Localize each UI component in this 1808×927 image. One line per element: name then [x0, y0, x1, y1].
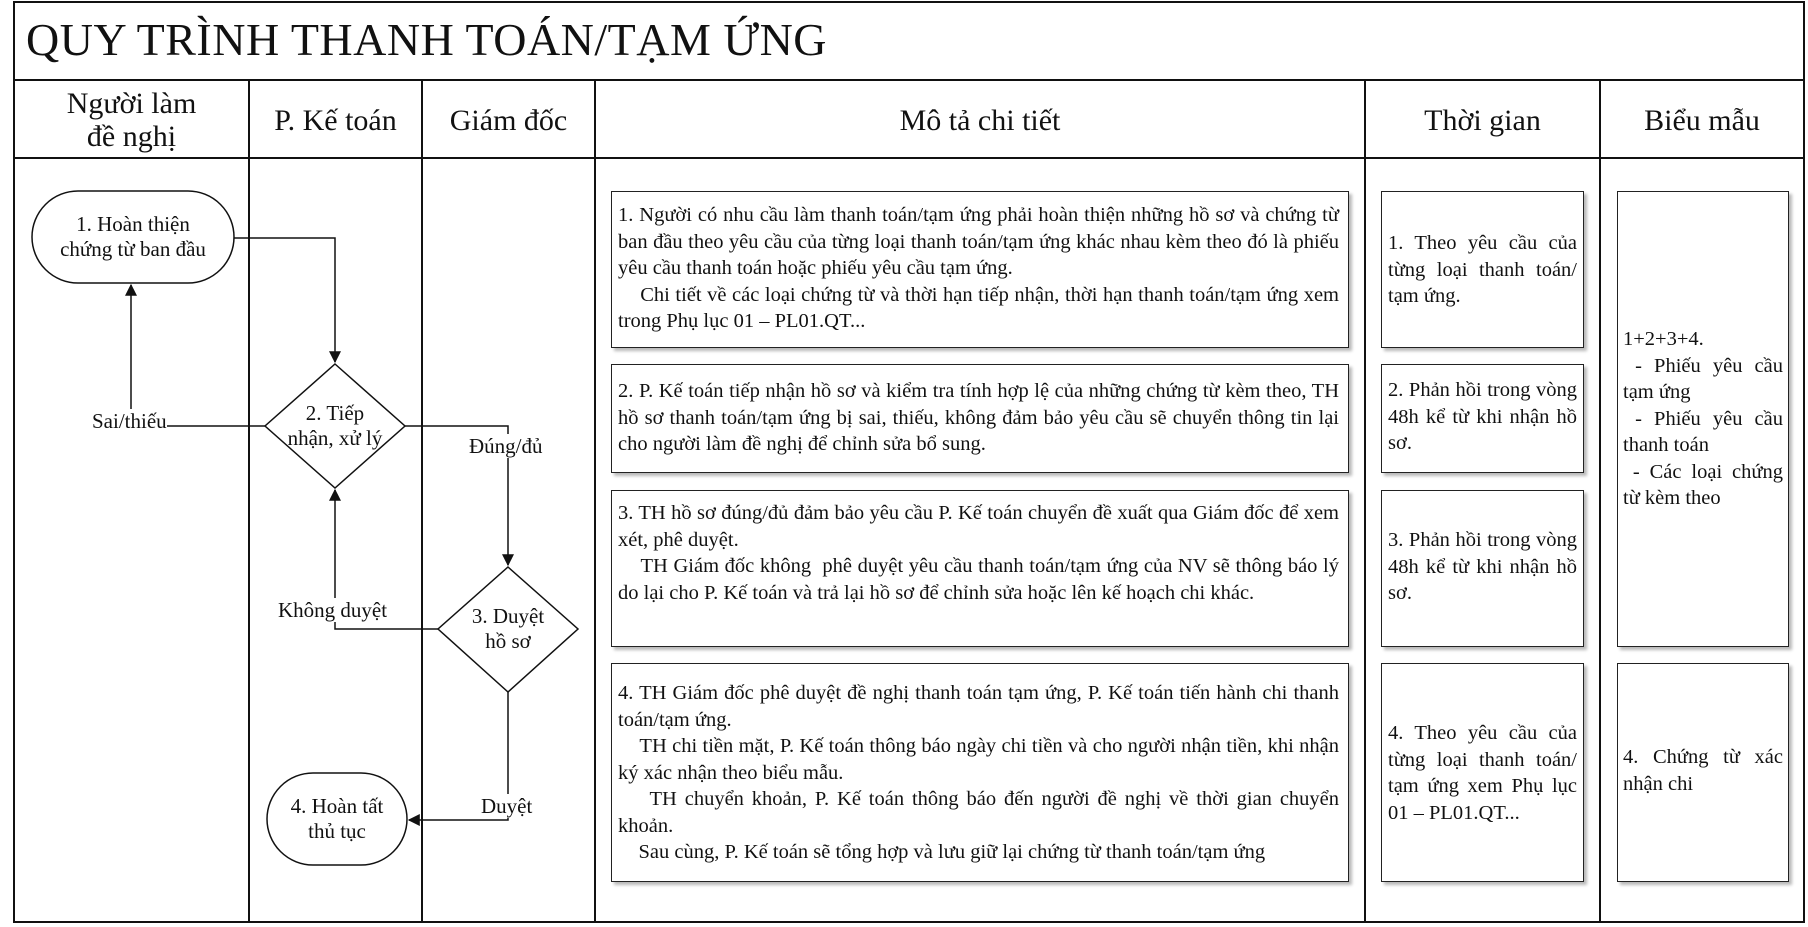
- time-2-text: 2. Phản hồi trong vòng 48h kể từ khi nhận hồ sơ.: [1388, 379, 1577, 454]
- description-4-para-1: 4. TH Giám đốc phê duyệt đề nghị thanh toán tạm ứng, P. Kế toán tiến hành chi thanh toán/tạm ứng.: [618, 682, 1339, 731]
- header-forms: Biểu mẫu: [1644, 103, 1760, 137]
- label-wrong: Sai/thiếu: [92, 409, 167, 433]
- description-4-para-2: TH chi tiền mặt, P. Kế toán thông báo ngày chi tiền và cho người nhận tiền, khi nhận ký xác nhận theo biểu mẫu.: [618, 735, 1345, 784]
- description-3-para-2: TH Giám đốc không phê duyệt yêu cầu thanh toán/tạm ứng của NV sẽ thông báo lý do lại cho P. Kế toán và trả lại hồ sơ để chỉnh sửa hoặc lên kế hoạch chi khác.: [618, 555, 1345, 604]
- header-description: Mô tả chi tiết: [899, 103, 1061, 137]
- header-time: Thời gian: [1424, 103, 1541, 137]
- description-1-para-1: 1. Người có nhu cầu làm thanh toán/tạm ứng phải hoàn thiện những hồ sơ và chứng từ ban đầu theo yêu cầu của từng loại thanh toán/tạm ứng khác nhau kèm theo đó là phiếu yêu cầu thanh toán hoặc phiếu yêu cầu tạm ứng.: [618, 204, 1339, 279]
- forms-2-line-1: 4. Chứng từ xác nhận chi: [1623, 746, 1783, 795]
- step2-label: 2. Tiếp nhận, xử lý: [287, 401, 383, 450]
- time-box-2: [1381, 364, 1584, 473]
- label-rejected: Không duyệt: [278, 598, 388, 622]
- description-box-1: [611, 191, 1349, 348]
- time-1-text: 1. Theo yêu cầu của từng loại thanh toán/ tạm ứng.: [1388, 232, 1577, 307]
- description-3-para-1: 3. TH hồ sơ đúng/đủ đảm bảo yêu cầu P. Kế toán chuyển đề xuất qua Giám đốc để xem xét, phê duyệt.: [618, 502, 1339, 551]
- forms-1-line-1: 1+2+3+4.: [1623, 328, 1704, 350]
- forms-1-line-4: - Các loại chứng từ kèm theo: [1623, 460, 1789, 509]
- forms-1-line-2: - Phiếu yêu cầu tạm ứng: [1623, 354, 1789, 403]
- connector-wrong-to-step1: [131, 285, 265, 426]
- header-requester: Người làm đề nghị: [66, 87, 197, 153]
- step4-label: 4. Hoàn tất thủ tục: [290, 794, 384, 843]
- page-title: QUY TRÌNH THANH TOÁN/TẠM ỨNG: [26, 14, 828, 65]
- forms-box-2: [1617, 663, 1789, 882]
- header-director: Giám đốc: [449, 103, 568, 137]
- time-box-3: [1381, 490, 1584, 647]
- step3-label: 3. Duyệt hồ sơ: [471, 604, 545, 653]
- forms-1-line-3: - Phiếu yêu cầu thanh toán: [1623, 407, 1789, 456]
- description-box-4: [611, 663, 1349, 882]
- description-box-2: [611, 364, 1349, 473]
- time-4-text: 4. Theo yêu cầu của từng loại thanh toán/ tạm ứng xem Phụ lục 01 – PL01.QT...: [1388, 722, 1577, 824]
- label-ok: Đúng/đủ: [469, 434, 543, 458]
- description-box-3: [611, 490, 1349, 647]
- time-3-text: 3. Phản hồi trong vòng 48h kể từ khi nhận hồ sơ.: [1388, 529, 1577, 604]
- label-approved: Duyệt: [481, 794, 533, 818]
- description-4-para-4: Sau cùng, P. Kế toán sẽ tổng hợp và lưu giữ lại chứng từ thanh toán/tạm ứng: [618, 841, 1266, 863]
- forms-box-1: [1617, 191, 1789, 647]
- time-box-1: [1381, 191, 1584, 348]
- header-accounting: P. Kế toán: [274, 103, 397, 137]
- time-box-4: [1381, 663, 1584, 882]
- step1-label: 1. Hoàn thiện chứng từ ban đầu: [60, 212, 206, 261]
- description-1-para-2: Chi tiết về các loại chứng từ và thời hạn tiếp nhận, thời hạn thanh toán/tạm ứng xem trong Phụ lục 01 – PL01.QT...: [618, 283, 1345, 332]
- description-4-para-3: TH chuyển khoản, P. Kế toán thông báo đến người đề nghị về thời gian chuyển khoản.: [618, 788, 1345, 837]
- description-2-para-1: 2. P. Kế toán tiếp nhận hồ sơ và kiểm tra tính hợp lệ của những chứng từ kèm theo, TH hồ sơ thanh toán/tạm ứng bị sai, thiếu, không đảm bảo yêu cầu sẽ chuyển thông tin lại cho người làm đề nghị để chỉnh sửa bổ sung.: [618, 380, 1339, 455]
